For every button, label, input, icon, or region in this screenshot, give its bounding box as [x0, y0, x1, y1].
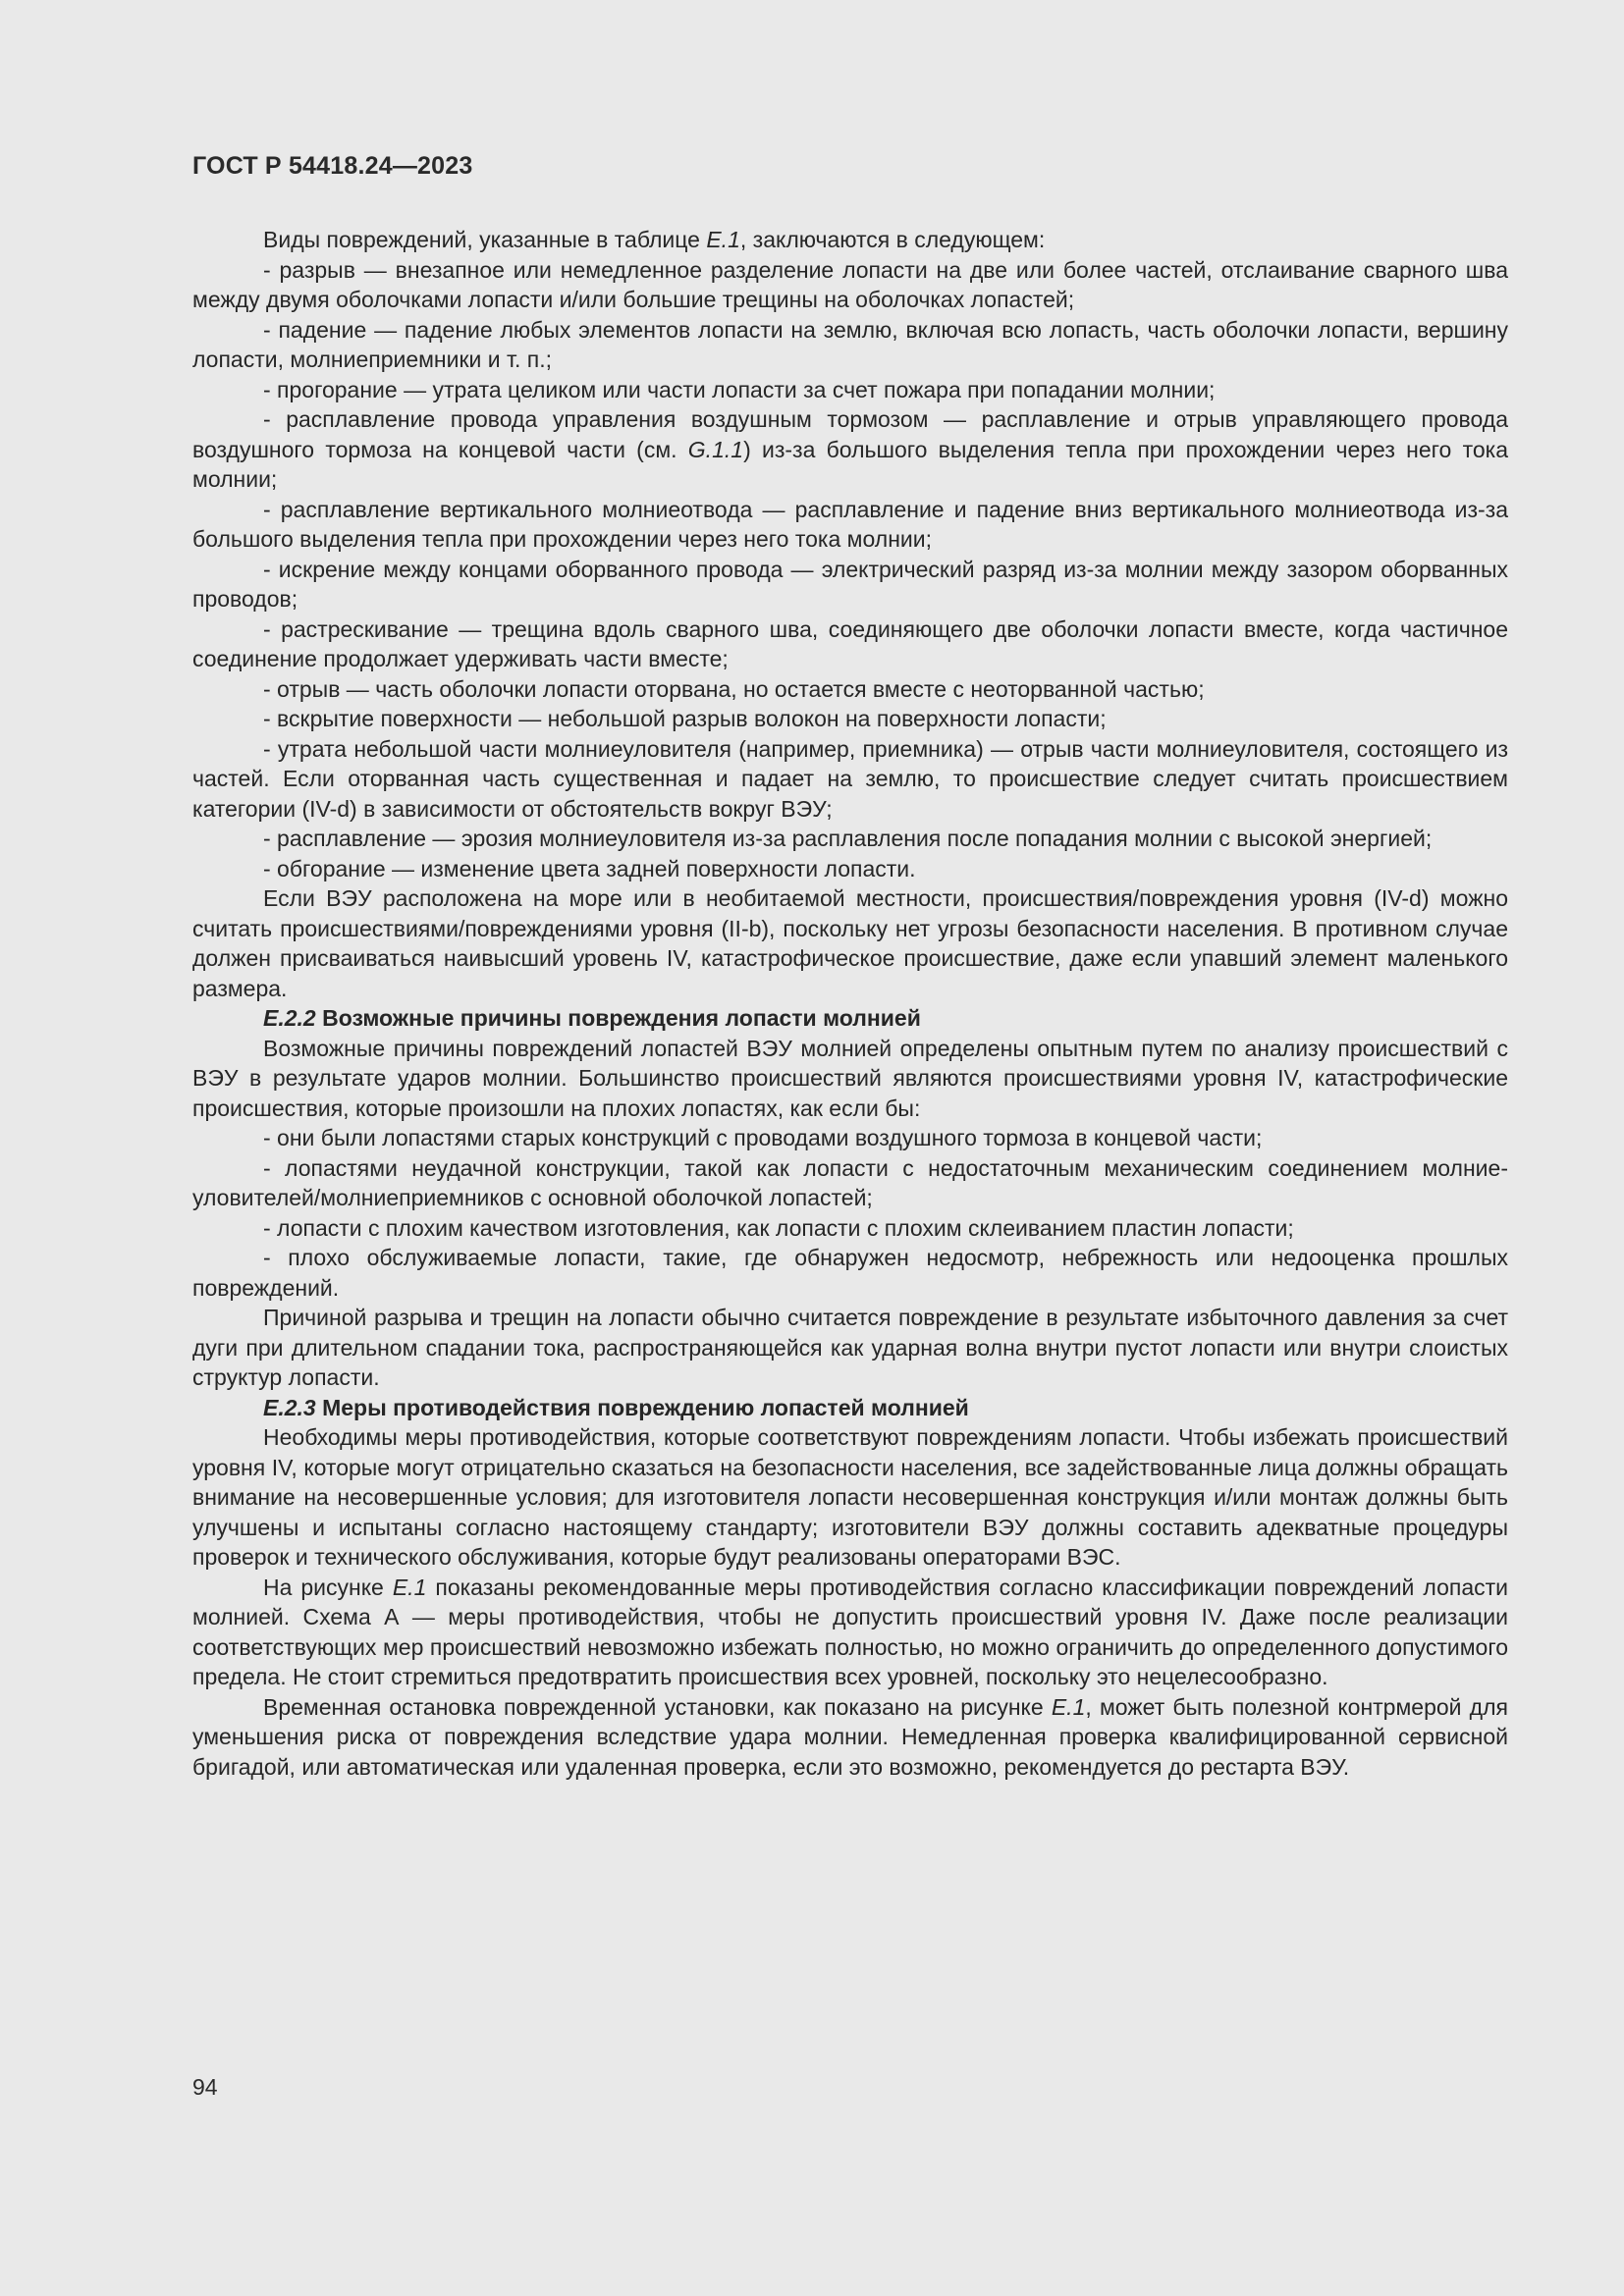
list-item — [192, 404, 1508, 495]
list-item: - лопастями неудачной конструкции, такой как лопасти с недостаточным механическим соединением молниеуловителей/молниеприемников с основной оболочкой лопастей; — [192, 1154, 1508, 1210]
paragraph — [192, 1573, 1508, 1692]
text: ) из-за большого выделения тепла при прохождении через него тока молнии; — [192, 436, 1508, 492]
list-item: - падение — падение любых элементов лопасти на землю, включая всю лопасть, часть оболочки лопасти, вершину лопасти, молниеприемники и т. п.; — [192, 316, 1508, 372]
text: Виды повреждений, указанные в таблице — [263, 227, 707, 252]
text: показаны рекомендованные меры противодействия согласно классификации повреждений лопасти молнией. Схема А — меры противодействия, чтобы не допустить происшествий уровня IV. Даже после реализации соответствующих мер происшествий невозможно избежать полностью, но можно ограничить до определенного допустимого предела. Не стоит стремиться предотвратить происшествия всех уровней, поскольку это нецелесообразно. — [192, 1574, 1508, 1689]
document-header: ГОСТ Р 54418.24—2023 — [192, 152, 473, 180]
text: , заключаются в следующем: — [739, 227, 1046, 252]
paragraph — [192, 1692, 1508, 1783]
table-reference: E.1 — [706, 227, 740, 252]
list-item: - утрата небольшой части молниеуловителя (например, приемника) — отрыв части молниеуловителя, состоящего из частей. Если оторванная часть существенная и падает на землю, то происшествие следует считать происшествием категории (IV-d) в зависимости от обстоятельств вокруг ВЭУ; — [192, 735, 1508, 822]
section-title: Возможные причины повреждения лопасти молнией — [315, 1005, 921, 1031]
list-item: - разрыв — внезапное или немедленное разделение лопасти на две или более частей, отслаивание сварного шва между двумя оболочками лопасти и/или большие трещины на оболочках лопастей; — [192, 256, 1508, 312]
section-heading-e22 — [192, 1003, 1508, 1034]
text: На рисунке — [263, 1574, 393, 1600]
figure-reference: E.1 — [392, 1574, 427, 1600]
list-item: - плохо обслуживаемые лопасти, такие, где обнаружен недосмотр, небрежность или недооценка прошлых повреждений. — [192, 1245, 1508, 1301]
text: - расплавление провода управления воздушным тормозом — расплавление и отрыв управляющего провода воздушного тормоза на концевой части (см. — [192, 406, 1508, 462]
paragraph: Возможные причины повреждений лопастей ВЭУ молнией определены опытным путем по анализу происшествий с ВЭУ в результате ударов молнии. Большинство происшествий являются происшествиями уровня IV, катастрофические происшествия, которые произошли на плохих лопастях, как если бы: — [192, 1035, 1508, 1121]
figure-reference: E.1 — [1051, 1693, 1086, 1720]
paragraph — [192, 225, 1508, 255]
list-item: - лопасти с плохим качеством изготовления, как лопасти с плохим склеиванием пластин лопасти; — [263, 1214, 1294, 1241]
list-item: - искрение между концами оборванного провода — электрический разряд из-за молнии между зазором оборванных проводов; — [192, 556, 1508, 612]
text: , может быть полезной контрмерой для уменьшения риска от повреждения вследствие удара молнии. Немедленная проверка квалифицированной сервисной бригадой, или автоматическая или удаленная проверка, если это возможно, рекомендуется до рестарта ВЭУ. — [192, 1693, 1508, 1780]
paragraph: Необходимы меры противодействия, которые соответствуют повреждениям лопасти. Чтобы избежать происшествий уровня IV, которые могут отрицательно сказаться на безопасности населения, все задействованные лица должны обращать внимание на несовершенные условия; для изготовителя лопасти несовершенная конструкция и/или монтаж должны быть улучшены и испытаны согласно настоящему стандарту; изготовители ВЭУ должны составить адекватные процедуры проверок и технического обслуживания, которые будут реализованы операторами ВЭС. — [192, 1424, 1508, 1570]
list-item: - они были лопастями старых конструкций с проводами воздушного тормоза в концевой части; — [263, 1125, 1263, 1150]
list-item: - вскрытие поверхности — небольшой разрыв волокон на поверхности лопасти; — [263, 706, 1107, 731]
section-number: E.2.2 — [263, 1005, 316, 1031]
list-item: - расплавление вертикального молниеотвода — расплавление и падение вниз вертикального молниеотвода из-за большого выделения тепла при прохождении через него тока молнии; — [192, 496, 1508, 552]
list-item: - обгорание — изменение цвета задней поверхности лопасти. — [263, 855, 916, 881]
text: Временная остановка поврежденной установки, как показано на рисунке — [263, 1693, 1052, 1720]
list-item: - растрескивание — трещина вдоль сварного шва, соединяющего две оболочки лопасти вместе, когда частичное соединение продолжает удерживать части вместе; — [192, 615, 1508, 671]
paragraph: Причиной разрыва и трещин на лопасти обычно считается повреждение в результате избыточного давления за счет дуги при длительном спадании тока, распространяющейся как ударная волна внутри пустот лопасти или внутри слоистых структур лопасти. — [192, 1305, 1508, 1390]
page-content — [192, 225, 1508, 1782]
section-reference: G.1.1 — [687, 436, 744, 462]
paragraph: Если ВЭУ расположена на море или в необитаемой местности, происшествия/повреждения уровня (IV-d) можно считать происшествиями/повреждениями уровня (II-b), поскольку нет угрозы безопасности населения. В противном случае должен присваиваться наивысший уровень IV, катастрофическое происшествие, даже если упавший элемент маленького размера. — [192, 885, 1508, 1001]
list-item: - расплавление — эрозия молниеуловителя из-за расплавления после попадания молнии с высокой энергией; — [263, 826, 1433, 851]
page-number: 94 — [192, 2074, 218, 2100]
section-number: E.2.3 — [263, 1394, 316, 1420]
section-title: Меры противодействия повреждению лопастей молнией — [315, 1394, 969, 1420]
list-item: - прогорание — утрата целиком или части лопасти за счет пожара при попадании молнии; — [263, 376, 1216, 402]
list-item: - отрыв — часть оболочки лопасти оторвана, но остается вместе с неоторванной частью; — [263, 675, 1205, 702]
section-heading-e23 — [192, 1393, 1508, 1423]
